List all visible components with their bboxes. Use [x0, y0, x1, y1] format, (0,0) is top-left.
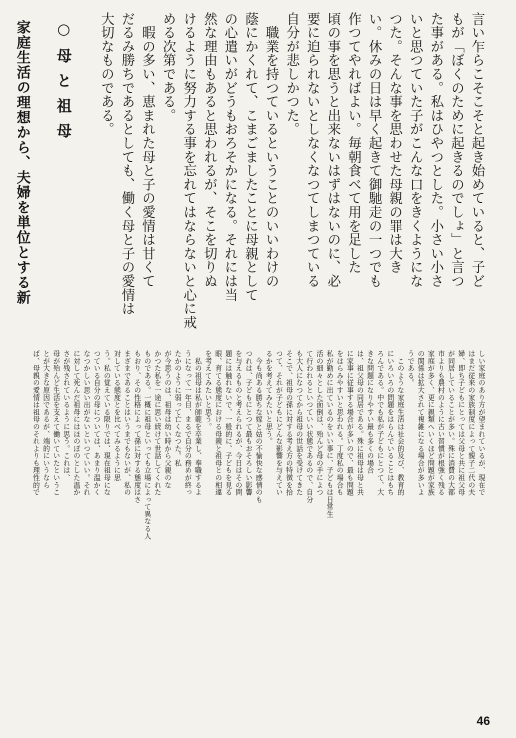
text-line: いと思つていた子がこんな口をきくようにな	[407, 12, 423, 288]
lower-text-block	[30, 350, 486, 718]
text-line: しい家庭のあり方が望まれているが、現在で	[477, 350, 485, 496]
text-line: が今思うのは、祖母は幼い時から父親のな	[163, 350, 172, 489]
text-line: 自分が悲しかつた。	[283, 12, 299, 137]
text-line: 対している態度とを比べてみるように思	[112, 350, 121, 482]
text-line: このような家庭生活は社会的及び、教育的	[396, 350, 404, 496]
text-line: 家庭が多く、更に親類へいくほど問題が家族	[426, 350, 435, 496]
text-line: ろんである。中でも私が子どもにとつて、大	[375, 350, 384, 496]
text-line: 職業を持つているということのいいわけの	[263, 12, 279, 288]
text-line: 今も尚ある勝ちな嫁と姑の不愉快な感情のも	[254, 350, 263, 504]
text-line: 然な理由もあると思われるが、そこを切りぬ	[201, 12, 217, 288]
text-line: が同居していることが多い。殊に消費の大都	[446, 350, 455, 496]
text-line: 要に迫られないとしなくなつてしまつている	[304, 12, 320, 288]
text-line: たかのように弱って亡くなつた。私	[173, 350, 182, 467]
text-line: ものである。一概に祖母といっても立場によって異なる人	[142, 350, 151, 540]
upper-text-block	[14, 12, 486, 332]
text-line: 市よりも農村のように古い習慣が根強く残る	[436, 350, 445, 496]
text-line: にいろいろの問題をはらんでいることはもち	[385, 350, 394, 496]
text-line: うになって一年目、まるで自分の務めが終っ	[183, 350, 192, 496]
text-line: まざまであることはいうまでもないが、私の	[122, 350, 131, 496]
text-line: もが「ぼくのために起きるのでしょ」と言つ	[448, 12, 464, 288]
text-line: つている自分の母については、あまり温かく	[92, 350, 101, 496]
text-line: つた。そんな事を思わせた母親の罪は大き	[386, 12, 402, 275]
text-line: 眼、育てる態度における母親と祖母との相違	[213, 350, 222, 496]
text-line: の関係は拡大されて複雑になる場合が多いよ	[416, 350, 425, 496]
text-line: るかを考えてみたいと思う。	[264, 350, 273, 445]
text-line: 言い乍らこそこそと起き始めていると、子ど	[469, 12, 484, 288]
text-line: きな問題になりやすい最も多くの場合	[365, 350, 374, 474]
text-line: う。私の覚えている限りでは、現在祖母にな	[102, 350, 111, 496]
page-number: 46	[476, 714, 490, 728]
text-line: た事がある。私はひやつとした。小さい小さ	[427, 12, 443, 288]
text-line: なつかしい思い出がないといつていい。それ	[82, 350, 91, 496]
text-line: ば、母親の愛情は祖母のそれよりも理性的で	[31, 350, 40, 496]
text-line: 私が勤めに出ているのをいい事に、子どもは日常生	[325, 350, 334, 518]
text-line: も大人になつてから祖母の世話を受けてきた	[294, 350, 303, 496]
text-line: かつた私を一途に思い続けて世話してくれた	[153, 350, 161, 496]
text-line: つて、それが子どもにどんな影響を与えてい	[274, 350, 283, 496]
text-line: もおり、その性格によって孫に対する態度はさ	[132, 350, 141, 504]
text-line: を考えてみたいと思う。	[203, 350, 212, 431]
text-line: を与えるものと考えられるが、今日はその問	[234, 350, 242, 496]
text-line: 作つてやればよい。毎朝食べて用を足した	[345, 12, 361, 275]
text-line: 活の細々とした面倒は、殆んど母の手によつ	[315, 350, 323, 496]
text-line: つれは、子どもにとつて最もおそろしい影響	[244, 350, 253, 496]
text-line: に家事に従事する場合が多いので、最も問題	[345, 350, 354, 496]
subsection-lead: 家庭生活の理想から、夫婦を単位とする新	[14, 20, 31, 305]
text-line: 題には触れないで、一般的に、子どもを見る	[223, 350, 232, 496]
section-heading: ○母と祖母	[54, 20, 73, 148]
text-line: 蔭にかくれて、こまごましたことに母親として	[242, 12, 258, 302]
text-line: の心遣いがどうもおろそかになる。それには当	[221, 12, 237, 302]
text-line: さが残されているように思う。これは、	[61, 350, 70, 482]
text-line: 私の祖母は私が師範を卒業し、奉職するよ	[193, 350, 202, 496]
text-line: 婦、即ち子どもにとっては父母と共に祖父母	[456, 350, 465, 496]
text-line: に対して死んだ祖母にはほのぼのとした温か	[72, 350, 80, 496]
text-line: だるみ勝ちであるとしても、働く母と子の愛情は	[118, 12, 134, 316]
text-line: める次第である。	[160, 12, 176, 123]
text-line: て行われるといつていい状態であるので、自分	[304, 350, 313, 504]
text-line: 頃の事を思うと出来ないはずはないのに、必	[324, 12, 340, 288]
text-line: うである。	[406, 350, 415, 387]
text-line: 母が殆んど生活を支えて働いていたというこ	[51, 350, 60, 496]
text-line: そこで、祖母の孫に対する考え方の特徴を拾	[284, 350, 293, 496]
text-line: はまだ従来の家族制度によって親子二代の夫	[466, 350, 475, 496]
text-line: 大切なものである。	[98, 12, 114, 137]
text-line: をはらみやすいと思われる。丁度私の場合も	[335, 350, 344, 496]
text-line: い。休みの日は早く起きて御馳走の一つでも	[366, 12, 382, 288]
text-line: とが大きな原因であるが、端的にいうなら	[41, 350, 50, 489]
text-line: は、祖父母の同居である。殊に祖母は母と共	[355, 350, 364, 496]
text-line: けるように努力する事を忘れてはならないと心に戒	[180, 12, 196, 330]
text-line: 暇の多い、恵まれた母と子の愛情は甘くて	[139, 12, 155, 288]
